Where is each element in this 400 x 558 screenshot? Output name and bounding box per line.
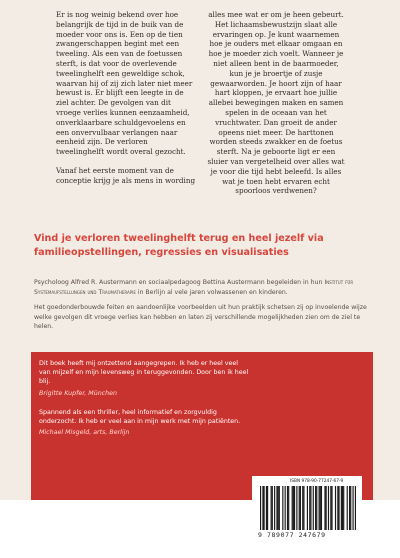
barcode-bar <box>328 486 329 530</box>
body-paragraph: Er is nog weinig bekend over hoe belangrijk de tijd in de buik van de moeder voor ons is. Een op de tien zwangerschappen begint met een tweeling. Als een van de foetussen sterft, is dat voor de overlevende tweelinghelft een geweldige schok, waarvan hij of zij zich later niet meer bewust is. Er blijft een leegte in de ziel achter. De gevolgen van dit vroege verlies kunnen eenzaamheid, onverklaarbare schuldgevoelens en een onvervulbaar verlangen naar eenheid zijn. De verloren tweelinghelft wordt overal gezocht. <box>56 10 193 157</box>
barcode-bar <box>343 486 344 530</box>
barcode-bar <box>309 486 310 530</box>
barcode-bar <box>302 486 303 530</box>
barcode-bar <box>264 486 265 530</box>
body-column-right <box>206 10 346 205</box>
description-text: in Berlijn al vele jaren volwassenen en kinderen. <box>137 288 288 296</box>
barcode-bar <box>355 486 356 530</box>
barcode-bar <box>299 486 300 530</box>
endorsement-box <box>31 352 373 558</box>
barcode-bar <box>316 486 317 530</box>
description-paragraph <box>34 278 370 297</box>
barcode-bar <box>282 486 283 530</box>
barcode-bar <box>307 486 308 530</box>
barcode-bar <box>287 486 288 530</box>
barcode-bar <box>320 486 321 530</box>
quote-text: Spannend als een thriller, heel informatief en zorgvuldig onderzocht. Ik heb er veel aan in mijn werk met mijn patiënten. <box>39 408 241 425</box>
barcode-bar <box>326 486 327 530</box>
barcode-bar <box>342 486 343 530</box>
barcode-bar <box>321 486 322 530</box>
description-paragraph: Het goedonderbouwde feiten en aandoenlijke voorbeelden uit hun praktijk schetsen zij op invoelende wijze welke gevolgen dit vroege verlies kan hebben en laten zij verschillende mogelijkheden zien om de ziel te helen. <box>34 304 367 331</box>
publisher-name: Uitgeverij Akasha <box>261 549 326 558</box>
barcode-bar <box>272 486 273 530</box>
body-paragraph: Vanaf het eerste moment van de conceptie krijg je als mens in wording <box>56 165 196 185</box>
barcode-bar <box>313 486 314 530</box>
author-description <box>34 278 370 338</box>
barcode-bar <box>267 486 268 530</box>
barcode-bar <box>262 486 263 530</box>
barcode-bar <box>338 486 339 530</box>
barcode-bar <box>278 486 279 530</box>
barcode-bar <box>315 486 316 530</box>
barcode-bar <box>293 486 294 530</box>
barcode-bar <box>288 486 289 530</box>
barcode-bar <box>330 486 331 530</box>
barcode-bar <box>294 486 295 530</box>
barcode-bar <box>292 486 293 530</box>
barcode-digits: 9 789077 247679 <box>258 531 326 539</box>
barcode-bar <box>271 486 272 530</box>
barcode-bar <box>350 486 351 530</box>
back-cover-body <box>56 10 346 205</box>
barcode-bar <box>337 486 338 530</box>
body-paragraph: alles mee wat er om je heen gebeurt. Het lichaamsbewustzijn slaat alle ervaringen op. Je kunt waarnemen hoe je ouders met elkaar omgaan en hoe je moeder zich voelt. Wanneer je niet alleen bent in de baarmoeder, kun je je broertje of zusje gewaarworden. Je hoort zijn of haar hart kloppen, je ervaart hoe jullie allebei bewegingen maken en samen spelen in de oceaan van het vruchtwater. Dan groeit de ander opeens niet meer. De harttonen worden steeds zwakker en de foetus sterft. Na je geboorte ligt er een sluier van vergetelheid over alles wat je voor die tijd hebt beleefd. Is alles wat je toen hebt ervaren echt spoorloos verdwenen? <box>207 10 345 196</box>
barcode-bar <box>310 486 311 530</box>
description-text: Psycholoog Alfred R. Austermann en sociaalpedagoog Bettina Austermann begeleiden in hun <box>34 279 323 286</box>
barcode-bar <box>276 486 277 530</box>
barcode-image <box>260 486 356 530</box>
quote-text: Dit boek heeft mij ontzettend aangegrepen. Ik heb er heel veel van mijzelf en mijn levensweg in teruggevonden. Door ben ik heel blij. <box>39 360 249 385</box>
barcode-bar <box>303 486 304 530</box>
barcode-bar <box>279 486 280 530</box>
barcode-bar <box>331 486 332 530</box>
barcode-bar <box>352 486 353 530</box>
barcode-bar <box>274 486 275 530</box>
isbn-barcode-block <box>252 476 362 545</box>
subtitle: Vind je verloren tweelinghelft terug en heel jezelf via familieopstellingen, regressies en visualisaties <box>34 233 324 258</box>
barcode-bar <box>266 486 267 530</box>
barcode-bar <box>319 486 320 530</box>
barcode-bar <box>296 486 297 530</box>
barcode-bar <box>260 486 261 530</box>
barcode-bar <box>335 486 336 530</box>
isbn-label: ISBN 978-90-77247-67-9 <box>290 479 344 484</box>
quote-author: Michael Misgeld, arts, Berlijn <box>39 429 130 437</box>
barcode-bar <box>324 486 325 530</box>
institute-name: Institut für Systemaufstellungen und Traumatherapie <box>34 279 354 296</box>
barcode-bar <box>341 486 342 530</box>
endorsements <box>39 360 249 448</box>
body-column-left <box>56 10 196 205</box>
barcode-bar <box>347 486 348 530</box>
barcode-bar <box>300 486 301 530</box>
quote-author: Brigitte Kupfer, München <box>39 389 118 397</box>
barcode-bar <box>349 486 350 530</box>
barcode-bar <box>285 486 286 530</box>
